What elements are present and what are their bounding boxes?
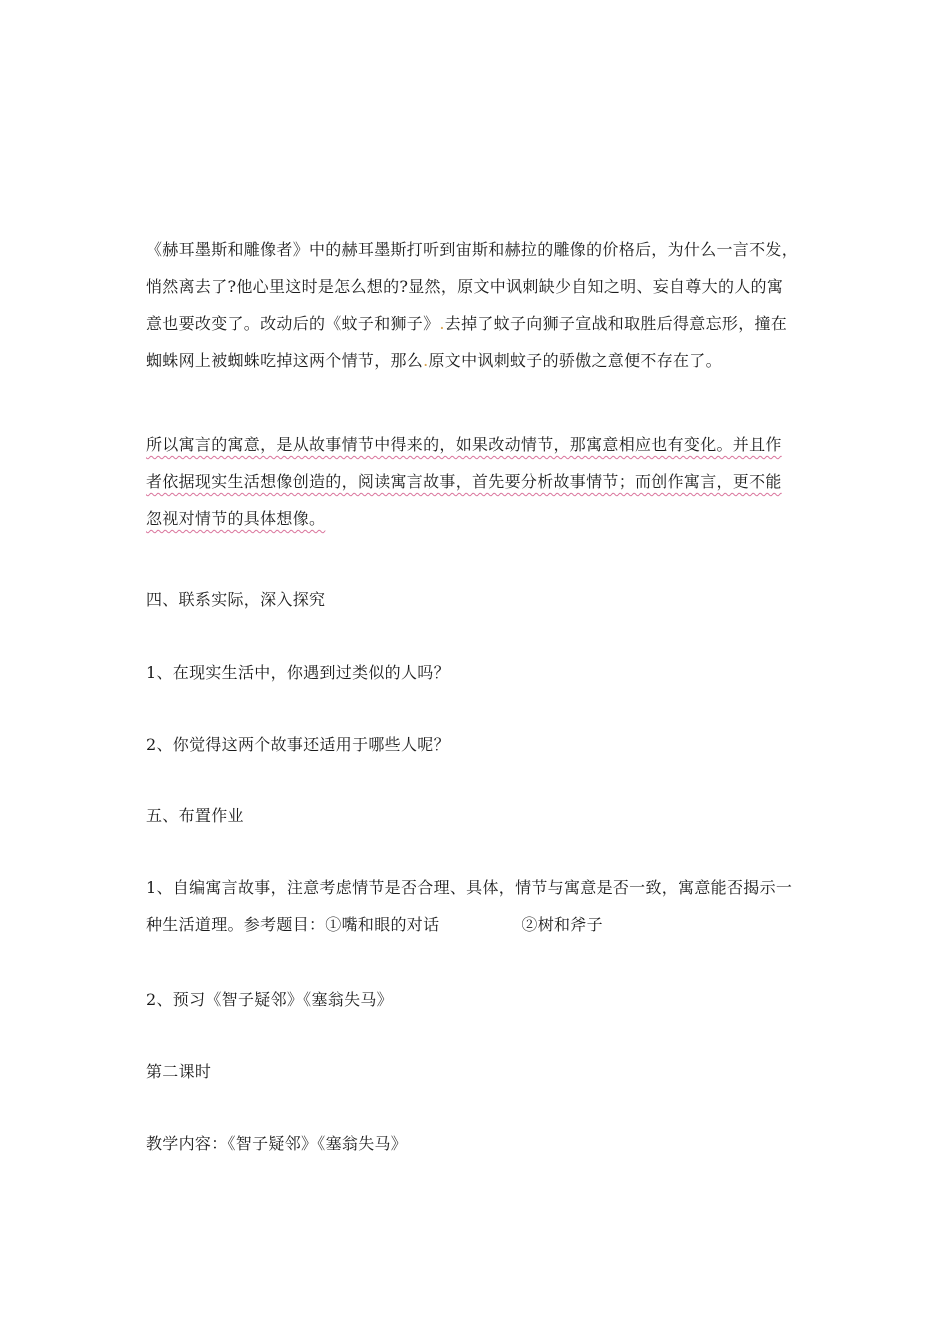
paragraph-fable-analysis bbox=[146, 231, 826, 379]
question-item: 1、在现实生活中，你遇到过类似的人吗？ bbox=[146, 663, 450, 682]
lesson-content: 教学内容：《智子疑邻》《塞翁失马》 bbox=[146, 1134, 408, 1153]
paragraph-line: 1、自编寓言故事，注意考虑情节是否合理、具体，情节与寓意是否一致，寓意能否揭示一 bbox=[146, 878, 793, 897]
grammar-flagged-text: 者依据现实生活想像创造的，阅读寓言故事，首先要分析故事情节；而创作寓言，更不能 bbox=[146, 472, 782, 491]
paragraph-line bbox=[146, 463, 826, 500]
paragraph-line: 悄然离去了?他心里这时是怎么想的?显然，原文中讽刺缺少自知之明、妄自尊大的人的寓 bbox=[146, 277, 784, 296]
lesson-title: 第二课时 bbox=[146, 1062, 212, 1081]
paragraph-line: 《赫耳墨斯和雕像者》中的赫耳墨斯打听到宙斯和赫拉的雕像的价格后，为什么一言不发， bbox=[146, 240, 799, 259]
paragraph-line bbox=[146, 500, 826, 537]
paragraph-line bbox=[146, 426, 826, 463]
paragraph-line-part: 去掉了蚊子向狮子宣战和取胜后得意忘形，撞在 bbox=[444, 314, 788, 333]
homework-item-1 bbox=[146, 869, 826, 943]
paragraph-line-part: ②树和斧子 bbox=[521, 915, 603, 934]
paragraph-line bbox=[146, 305, 826, 342]
homework-item-2: 2、预习《智子疑邻》《塞翁失马》 bbox=[146, 990, 393, 1009]
question-item: 2、你觉得这两个故事还适用于哪些人呢？ bbox=[146, 735, 450, 754]
edit-mark: . bbox=[423, 351, 429, 370]
edit-mark: . bbox=[439, 314, 445, 333]
paragraph-line bbox=[146, 342, 826, 379]
paragraph-line-part: 种生活道理。参考题目：①嘴和眼的对话 bbox=[146, 915, 440, 934]
paragraph-line-part: 原文中讽刺蚊子的骄傲之意便不存在了。 bbox=[428, 351, 722, 370]
paragraph-moral-conclusion bbox=[146, 426, 826, 537]
section-title-homework: 五、布置作业 bbox=[146, 806, 244, 825]
paragraph-line-part: 蜘蛛网上被蜘蛛吃掉这两个情节，那么 bbox=[146, 351, 424, 370]
section-title-practice: 四、联系实际，深入探究 bbox=[146, 590, 326, 609]
paragraph-line-part: 意也要改变了。改动后的《蚊子和狮子》 bbox=[146, 314, 440, 333]
paragraph-line bbox=[146, 906, 826, 943]
grammar-flagged-text: 忽视对情节的具体想像。 bbox=[146, 509, 326, 528]
grammar-flagged-text: 所以寓言的寓意，是从故事情节中得来的，如果改动情节，那寓意相应也有变化。并且作 bbox=[146, 435, 782, 454]
